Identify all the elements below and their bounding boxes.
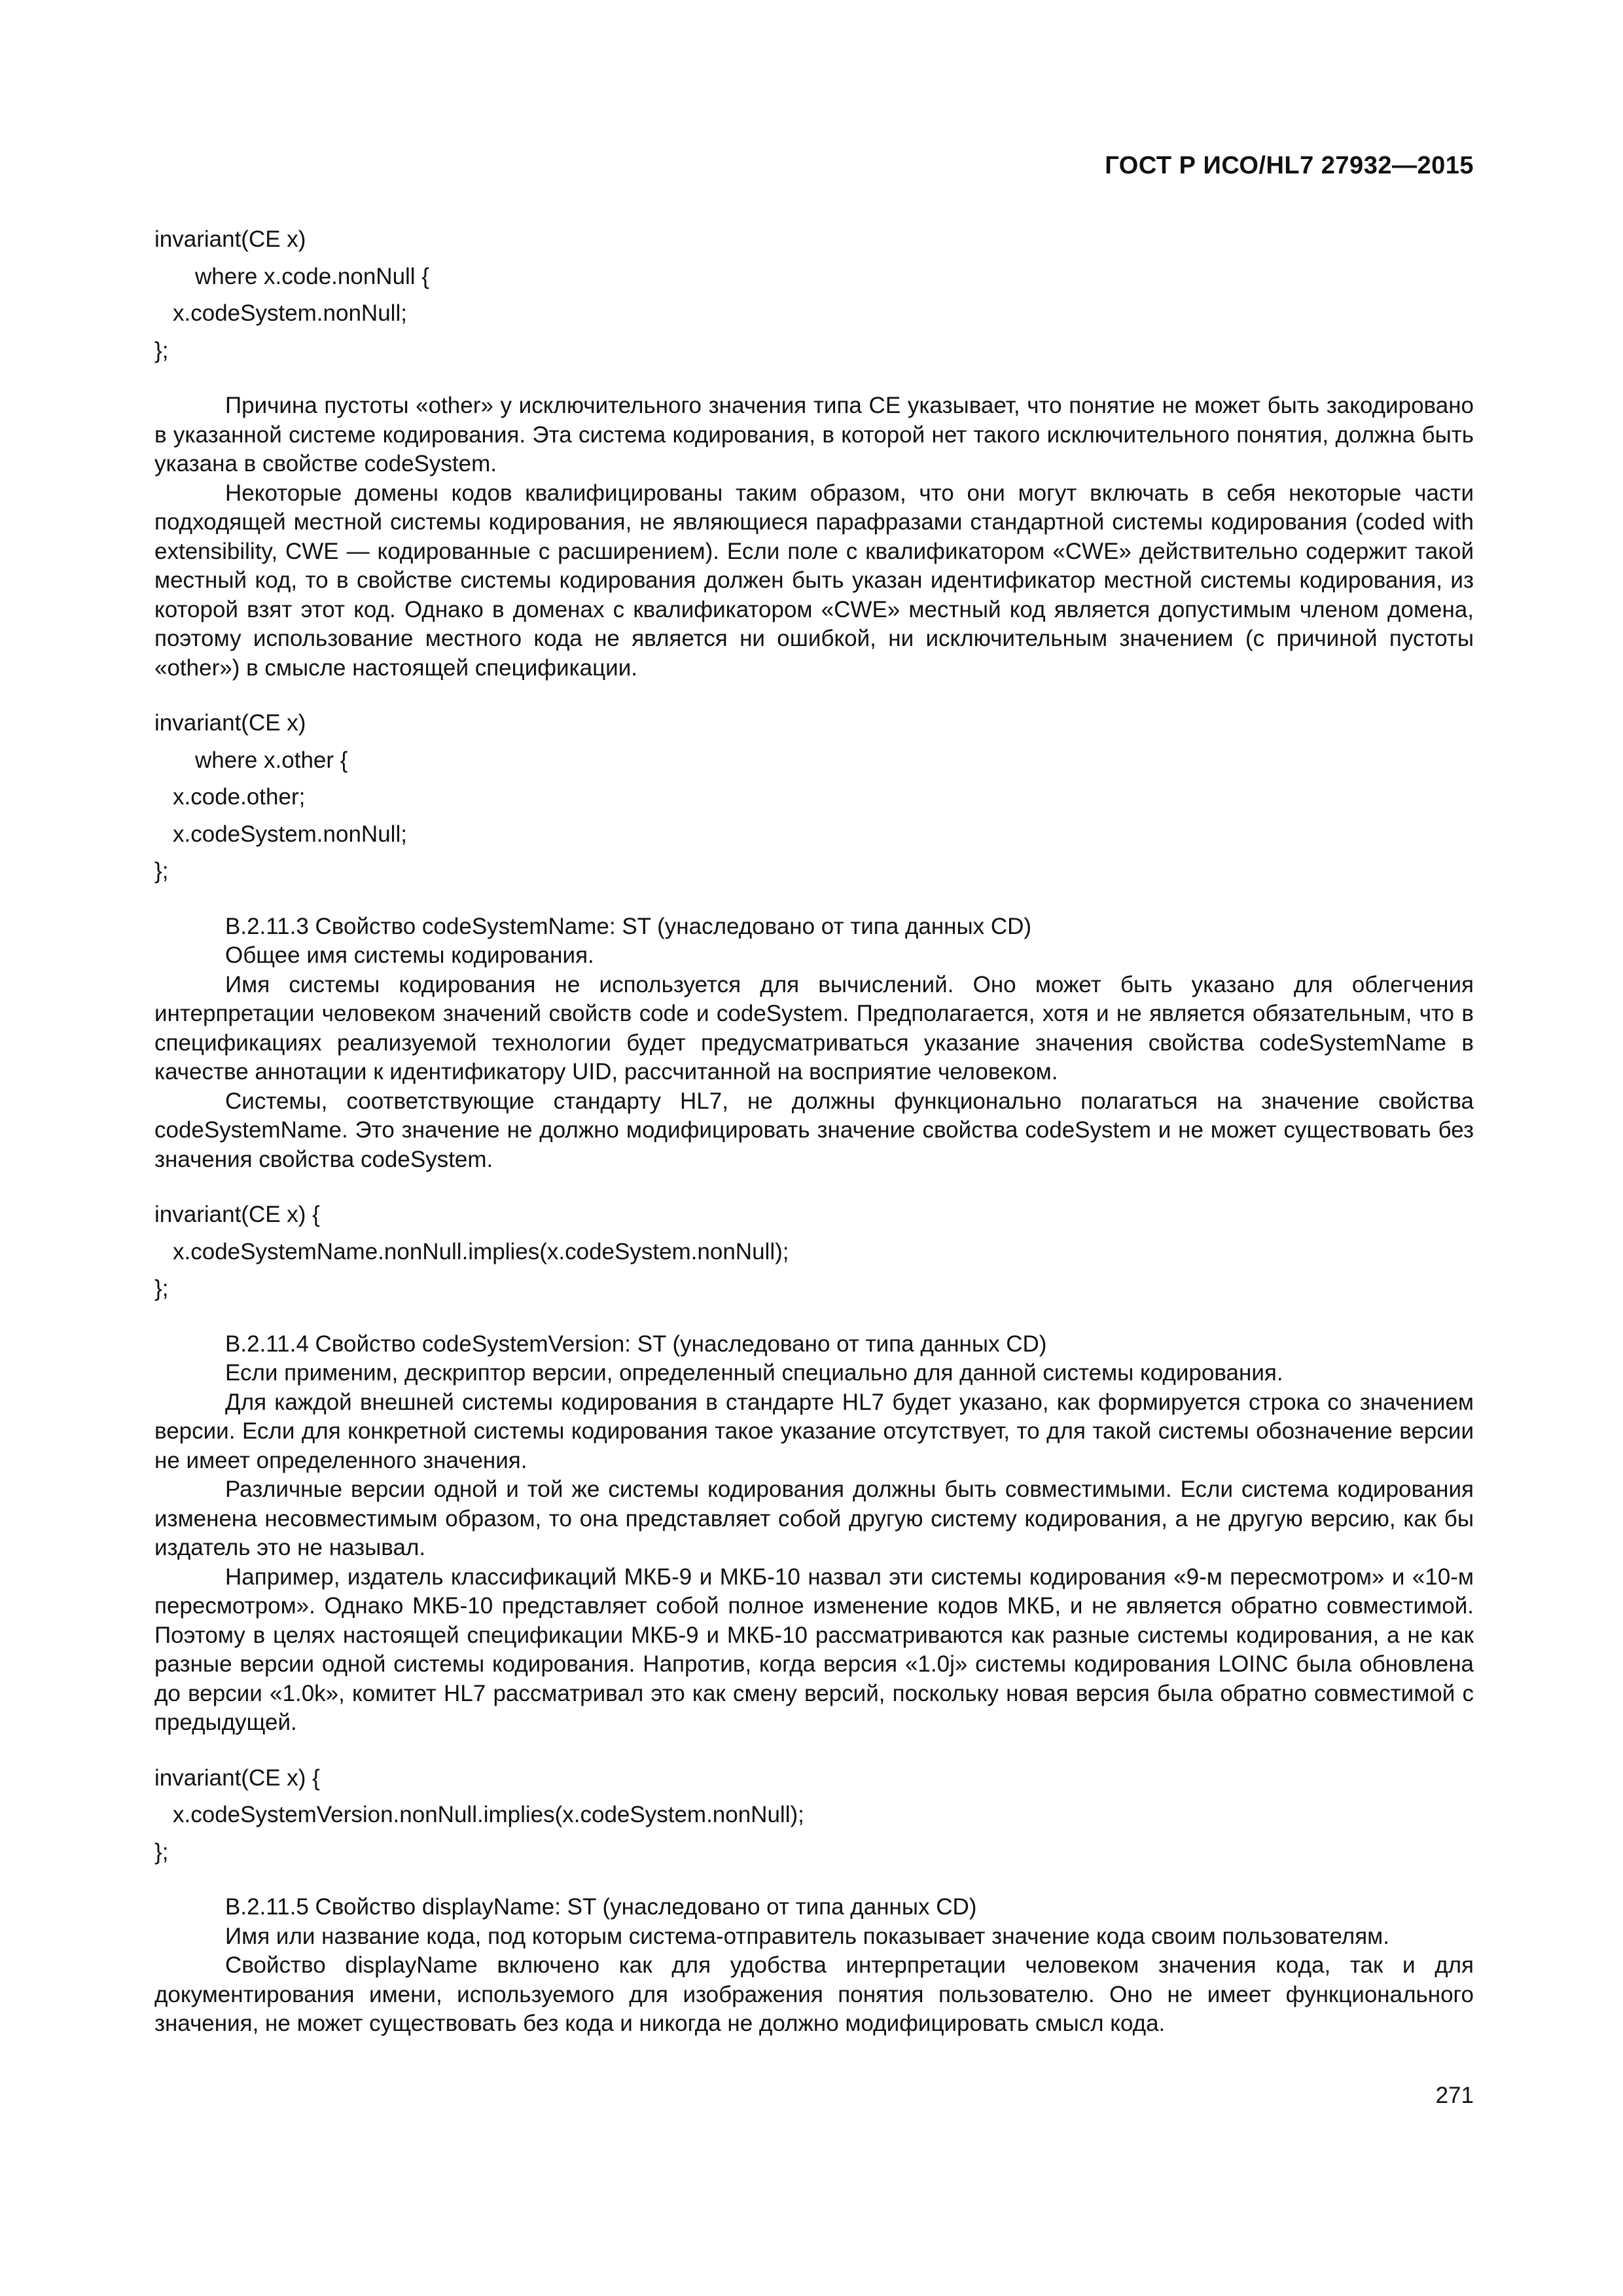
paragraph: Например, издатель классификаций МКБ-9 и МКБ-10 назвал эти системы кодирования «9-м пересмотром» и «10-м пересмотром». Однако МКБ-10 представляет собой полное изменение кодов МКБ, и не является обратно совместимой. Поэтому в целях настоящей спецификации МКБ-9 и МКБ-10 рассматриваются как разные системы кодирования, а не как разные версии одной системы кодирования. Напротив, когда версия «1.0j» системы кодирования LOINC была обновлена до версии «1.0k», комитет HL7 рассматривал это как смену версий, поскольку новая версия была обратно совместимой с предыдущей.: [154, 1564, 1474, 1735]
code-line: };: [154, 858, 169, 884]
standard-header: ГОСТ Р ИСО/HL7 27932—2015: [1105, 152, 1474, 179]
code-block-3: [154, 1196, 1474, 1308]
code-line: x.codeSystemVersion.nonNull.implies(x.codeSystem.nonNull);: [173, 1802, 804, 1827]
paragraph: Для каждой внешней системы кодирования в стандарте HL7 будет указано, как формируется строка со значением версии. Если для конкретной системы кодирования такое указание отсутствует, то для такой системы обозначение версии не имеет определенного значения.: [154, 1389, 1474, 1473]
code-line: x.codeSystemName.nonNull.implies(x.codeSystem.nonNull);: [173, 1238, 789, 1265]
text-block-1: [154, 391, 1474, 683]
code-line: invariant(CE x): [154, 710, 306, 736]
code-line: };: [154, 1276, 169, 1301]
section-heading: B.2.11.5 Свойство displayName: ST (унаследовано от типа данных CD): [225, 1894, 977, 1920]
code-line: x.codeSystem.nonNull;: [173, 300, 407, 326]
code-line: };: [154, 337, 169, 363]
paragraph: Различные версии одной и той же системы кодирования должны быть совместимыми. Если система кодирования изменена несовместимым образом, то она представляет собой другую систему кодирования, а не другую версию, как бы издатель это не называл.: [154, 1477, 1474, 1560]
paragraph: Причина пустоты «other» у исключительного значения типа CE указывает, что понятие не может быть закодировано в указанной системе кодирования. Эта система кодирования, в которой нет такого исключительного понятия, должна быть указана в свойстве codeSystem.: [154, 393, 1474, 476]
paragraph: Общее имя системы кодирования.: [225, 942, 594, 968]
code-line: invariant(CE x) {: [154, 1202, 320, 1227]
page-number: 271: [1435, 2083, 1474, 2108]
code-line: x.code.other;: [173, 784, 306, 810]
code-line: where x.other {: [195, 747, 348, 773]
code-line: x.codeSystem.nonNull;: [173, 821, 407, 847]
code-line: where x.code.nonNull {: [195, 263, 429, 289]
code-line: invariant(CE x) {: [154, 1765, 320, 1791]
code-line: invariant(CE x): [154, 226, 306, 252]
paragraph: Некоторые домены кодов квалифицированы таким образом, что они могут включать в себя некоторые части подходящей местной системы кодирования, не являющиеся парафразами стандартной системы кодирования (coded with extensibility, CWE — кодированные с расширением). Если поле с квалификатором «CWE» действительно содержит такой местный код, то в свойстве системы кодирования должен быть указан идентификатор местной системы кодирования, из которой взят этот код. Однако в доменах с квалификатором «CWE» местный код является допустимым членом домена, поэтому использование местного кода не является ни ошибкой, ни исключительным значением (с причиной пустоты «other») в смысле настоящей спецификации.: [154, 480, 1474, 681]
code-line: };: [154, 1839, 169, 1865]
code-block-4: [154, 1760, 1474, 1871]
page-content: [154, 221, 1474, 2039]
paragraph: Имя или название кода, под которым система-отправитель показывает значение кода своим пользователям.: [225, 1923, 1389, 1949]
paragraph: Системы, соответствующие стандарту HL7, не должны функционально полагаться на значение свойства codeSystemName. Это значение не должно модифицировать значение свойства codeSystem и не может существовать без значения свойства codeSystem.: [154, 1088, 1474, 1172]
paragraph: Если применим, дескриптор версии, определенный специально для данной системы кодирования.: [225, 1360, 1283, 1386]
code-block-1: [154, 221, 1474, 369]
text-block-4: [154, 1893, 1474, 2039]
section-heading: B.2.11.3 Свойство codeSystemName: ST (унаследовано от типа данных CD): [225, 913, 1032, 939]
text-block-3: [154, 1330, 1474, 1738]
paragraph: Имя системы кодирования не используется для вычислений. Оно может быть указано для облегчения интерпретации человеком значений свойств code и codeSystem. Предполагается, хотя и не является обязательным, что в спецификациях реализуемой технологии будет предусматриваться указание значения свойства codeSystemName в качестве аннотации к идентификатору UID, рассчитанной на восприятие человеком.: [154, 971, 1474, 1085]
code-block-2: [154, 705, 1474, 890]
text-block-2: [154, 912, 1474, 1175]
paragraph: Свойство displayName включено как для удобства интерпретации человеком значения кода, так и для документирования имени, используемого для изображения понятия пользователю. Оно не имеет функционального значения, не может существовать без кода и никогда не должно модифицировать смысл кода.: [154, 1952, 1474, 2036]
section-heading: B.2.11.4 Свойство codeSystemVersion: ST (унаследовано от типа данных CD): [225, 1331, 1047, 1357]
